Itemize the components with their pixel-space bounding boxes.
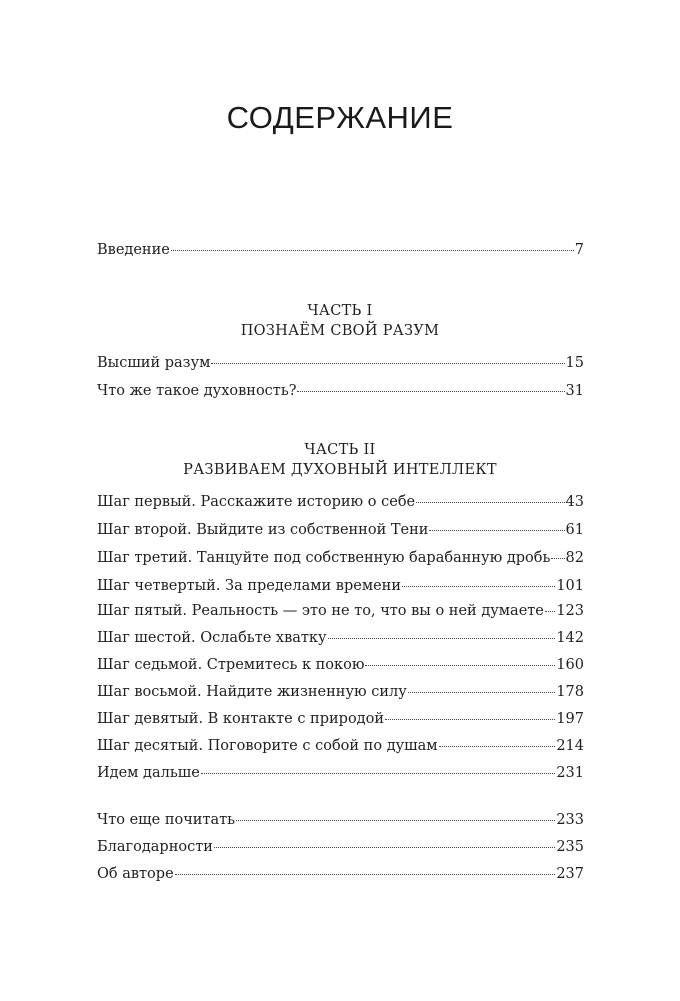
- toc-entry[interactable]: [97, 602, 584, 620]
- dot-leader: [175, 874, 556, 875]
- toc-entry-page: 7: [574, 242, 584, 258]
- toc-entry-page: 82: [565, 550, 584, 566]
- toc-entry[interactable]: [97, 656, 584, 674]
- toc-entry[interactable]: [97, 493, 584, 511]
- toc-entry-page: 142: [556, 630, 584, 646]
- dot-leader: [416, 502, 564, 503]
- dot-leader: [328, 638, 556, 639]
- toc-entry-label: Шаг четвертый. За пределами времени: [97, 578, 402, 594]
- toc-entry[interactable]: [97, 737, 584, 755]
- toc-entry-page: 61: [565, 522, 584, 538]
- toc-entry[interactable]: [97, 521, 584, 539]
- part-2-title: РАЗВИВАЕМ ДУХОВНЫЙ ИНТЕЛЛЕКТ: [183, 462, 497, 478]
- toc-entry-label: Введение: [97, 242, 170, 258]
- toc-entry-label: Об авторе: [97, 866, 174, 882]
- toc-entry-label: Идем дальше: [97, 765, 200, 781]
- toc-entry-page: 15: [565, 355, 584, 371]
- part-2-number: ЧАСТЬ II: [304, 442, 376, 458]
- toc-entry-page: 197: [556, 711, 584, 727]
- dot-leader: [297, 391, 564, 392]
- dot-leader: [171, 250, 574, 251]
- toc-entry[interactable]: [97, 811, 584, 829]
- dot-leader: [402, 586, 555, 587]
- toc-entry-label: Благодарности: [97, 839, 213, 855]
- dot-leader: [236, 820, 555, 821]
- toc-entry-label: Шаг первый. Расскажите историю о себе: [97, 494, 416, 510]
- toc-entry[interactable]: [97, 865, 584, 883]
- part-1-title: ПОЗНАЁМ СВОЙ РАЗУМ: [240, 323, 440, 339]
- toc-entry-page: 43: [565, 494, 584, 510]
- toc-entry-label: Шаг пятый. Реальность — это не то, что вы о ней думаете: [97, 603, 544, 619]
- dot-leader: [214, 847, 555, 848]
- dot-leader: [429, 530, 564, 531]
- toc-entry-page: 101: [556, 578, 584, 594]
- dot-leader: [385, 719, 555, 720]
- toc-entry[interactable]: [97, 382, 584, 400]
- toc-entry-label: Что же такое духовность?: [97, 383, 297, 399]
- toc-entry-label: Шаг шестой. Ослабьте хватку: [97, 630, 327, 646]
- toc-entry[interactable]: [97, 838, 584, 856]
- toc-entry-label: Что еще почитать: [97, 812, 236, 828]
- toc-entry[interactable]: [97, 549, 584, 567]
- toc-entry[interactable]: [97, 764, 584, 782]
- toc-entry-label: Шаг восьмой. Найдите жизненную силу: [97, 684, 407, 700]
- toc-entry-page: 31: [565, 383, 584, 399]
- toc-entry-page: 178: [556, 684, 584, 700]
- toc-entry-label: Шаг второй. Выйдите из собственной Тени: [97, 522, 429, 538]
- dot-leader: [545, 611, 555, 612]
- toc-entry-intro[interactable]: [97, 241, 584, 259]
- toc-entry-page: 231: [556, 765, 584, 781]
- part-1-number: ЧАСТЬ I: [307, 303, 373, 319]
- toc-entry[interactable]: [97, 710, 584, 728]
- dot-leader: [211, 363, 564, 364]
- toc-entry[interactable]: [97, 683, 584, 701]
- toc-entry-label: Высший разум: [97, 355, 211, 371]
- toc-entry-page: 160: [556, 657, 584, 673]
- toc-entry-page: 123: [556, 603, 584, 619]
- toc-entry-label: Шаг девятый. В контакте с природой: [97, 711, 384, 727]
- dot-leader: [408, 692, 556, 693]
- dot-leader: [439, 746, 556, 747]
- toc-entry[interactable]: [97, 577, 584, 595]
- toc-entry[interactable]: [97, 629, 584, 647]
- toc-entry-page: 233: [556, 812, 584, 828]
- page-title: СОДЕРЖАНИЕ: [226, 100, 454, 135]
- toc-entry-label: Шаг третий. Танцуйте под собственную барабанную дробь: [97, 550, 551, 566]
- toc-entry-page: 235: [556, 839, 584, 855]
- toc-entry-label: Шаг десятый. Поговорите с собой по душам: [97, 738, 438, 754]
- toc-entry-page: 214: [556, 738, 584, 754]
- toc-entry-page: 237: [556, 866, 584, 882]
- dot-leader: [551, 558, 564, 559]
- dot-leader: [201, 773, 556, 774]
- toc-entry-label: Шаг седьмой. Стремитесь к покою: [97, 657, 365, 673]
- dot-leader: [365, 665, 555, 666]
- toc-entry[interactable]: [97, 354, 584, 372]
